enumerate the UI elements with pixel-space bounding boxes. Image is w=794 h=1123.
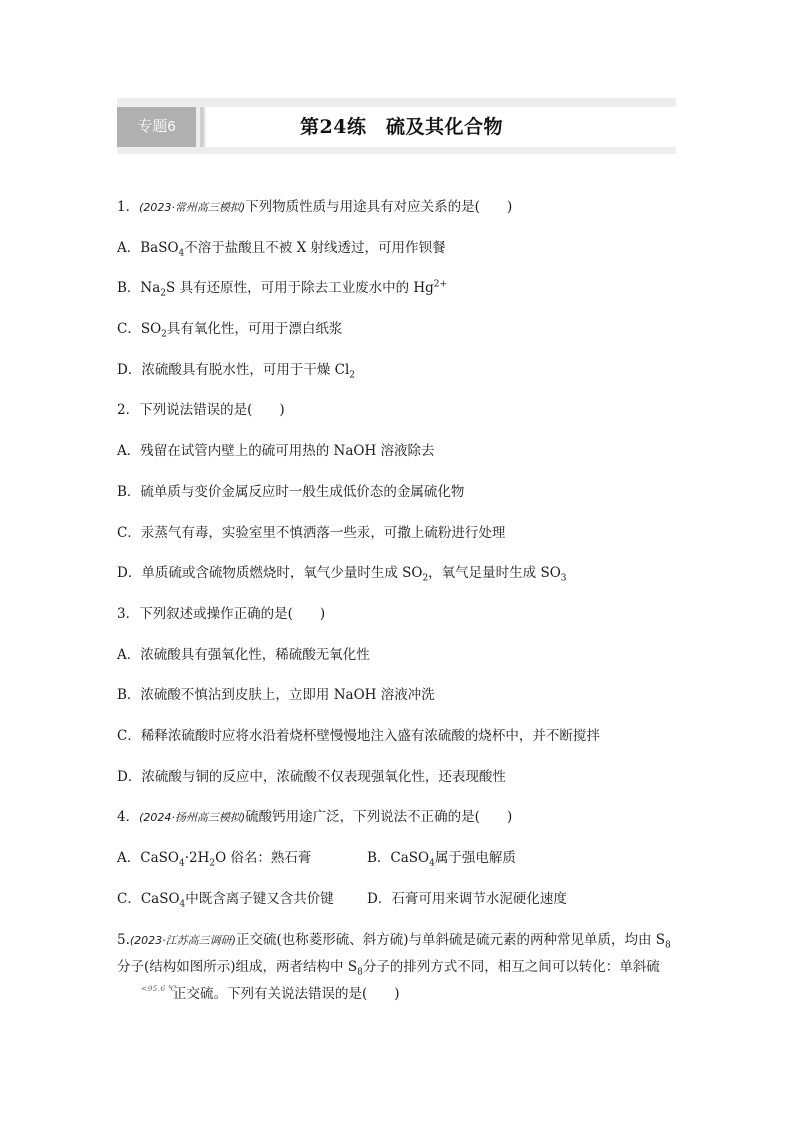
reaction-condition: <95.6 ℃ <box>141 984 177 993</box>
question-stem: 5.(2023·江苏高三调研)正交硫(也称菱形硫、斜方硫)与单斜硫是硫元素的两种常见单质，均由 $S_8$分子(结构如图所示)组成，两者结构中 $S_8$分子的排列方式不同，相互之间可以转化：单斜硫正交硫。下列有关说法错误的是( ) <box>117 932 671 1003</box>
option-d: D．浓硫酸具有脱水性，可用于干燥 $Cl_2$ <box>117 361 355 381</box>
option-a: A．残留在试管内壁上的硫可用热的 NaOH 溶液除去 <box>117 443 435 460</box>
option-c: C．汞蒸气有毒，实验室里不慎洒落一些汞，可撒上硫粉进行处理 <box>117 524 506 541</box>
option-a: A．$CaSO_4\cdot 2H_2O$ 俗名：熟石膏 <box>117 850 312 869</box>
question-stem: 3．下列叙述或操作正确的是( ) <box>117 605 326 622</box>
question-stem: 2．下列说法错误的是( ) <box>117 402 285 419</box>
option-d: D．单质硫或含硫物质燃烧时，氧气少量时生成 $SO_2$，氧气足量时生成 $SO_3$ <box>117 565 567 584</box>
question-list <box>117 195 682 1014</box>
option-c: C．稀释浓硫酸时应将水沿着烧杯壁慢慢地注入盛有浓硫酸的烧杯中，并不断搅拌 <box>117 727 600 744</box>
option-c: C．CaSO$_4$中既含离子键又含共价键 <box>117 890 334 910</box>
page-title: 第24练 硫及其化合物 <box>300 116 503 138</box>
question-stem: 4．(2024·扬州高三模拟)硫酸钙用途广泛，下列说法不正确的是( ) <box>117 809 513 826</box>
option-b: B．浓硫酸不慎沾到皮肤上，立即用 NaOH 溶液冲洗 <box>117 687 435 704</box>
option-b: B．硫单质与变价金属反应时一般生成低价态的金属硫化物 <box>117 483 465 500</box>
option-b: B．CaSO$_4$属于强电解质 <box>367 850 516 869</box>
option-d: D．浓硫酸与铜的反应中，浓硫酸不仅表现强氧化性，还表现酸性 <box>117 768 506 785</box>
question-stem: 1．(2023·常州高三模拟)下列物质性质与用途具有对应关系的是( ) <box>117 199 513 215</box>
section-tag: 专题6 <box>117 107 196 147</box>
option-c: C．$SO_2$具有氧化性，可用于漂白纸浆 <box>117 321 343 340</box>
option-a: A．BaSO$_4$不溶于盐酸且不被 X 射线透过，可用作钡餐 <box>117 239 446 259</box>
option-b: B．$Na_2S$ 具有还原性，可用于除去工业废水中的 $Hg^{2+}$ <box>117 279 448 300</box>
header-divider <box>200 107 204 147</box>
option-row <box>117 846 682 887</box>
option-d: D．石膏可用来调节水泥硬化速度 <box>367 890 567 907</box>
option-a: A．浓硫酸具有强氧化性，稀硫酸无氧化性 <box>117 646 370 663</box>
option-row <box>117 887 682 928</box>
